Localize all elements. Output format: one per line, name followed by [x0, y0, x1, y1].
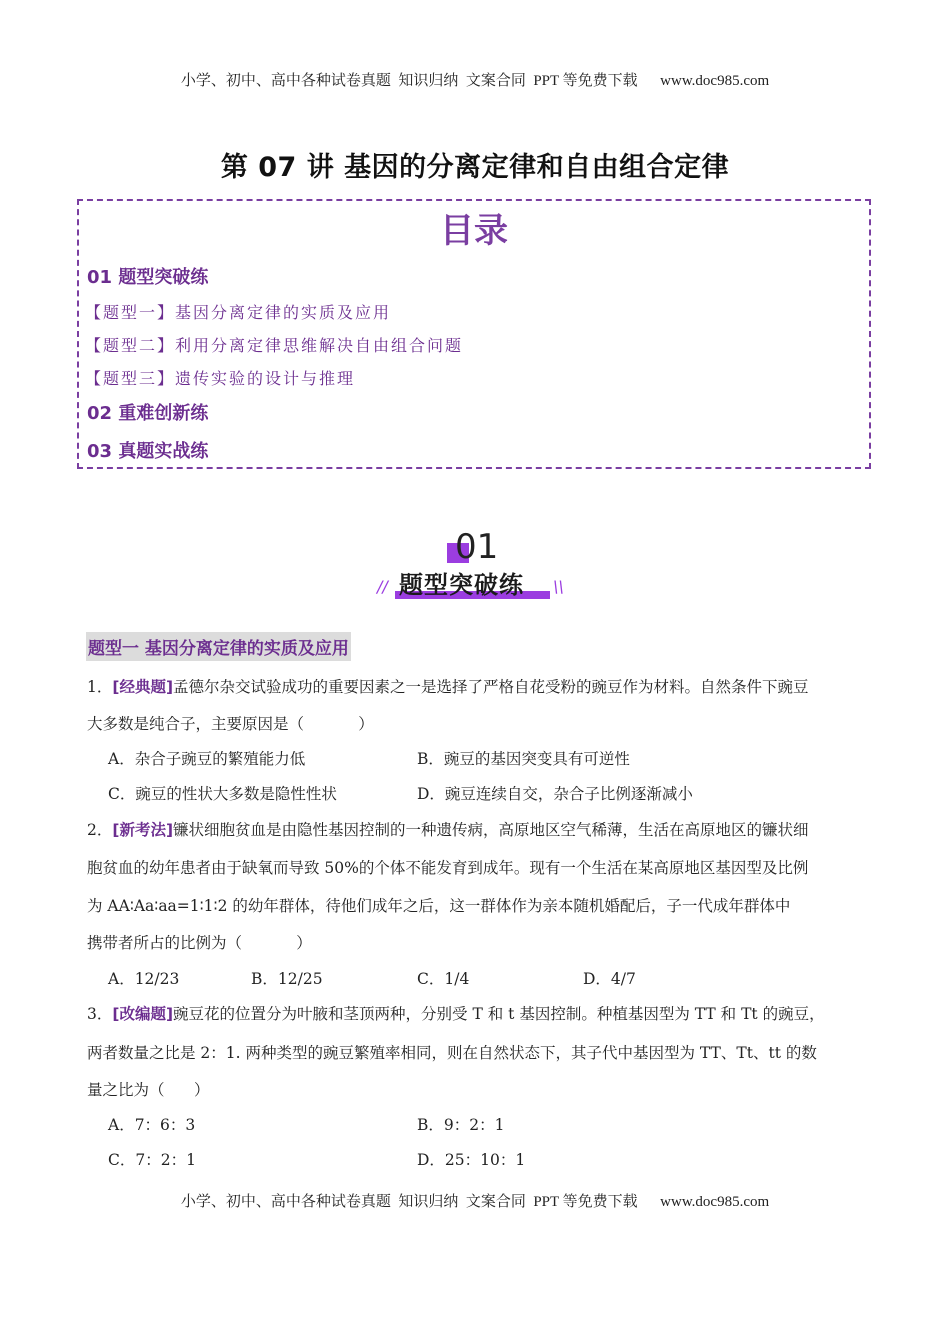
question-text-line: 大多数是纯合子，主要原因是（ ） — [87, 715, 374, 733]
option-d[interactable]: D．4/7 — [583, 970, 636, 988]
question-text: 镰状细胞贫血是由隐性基因控制的一种遗传病，高原地区空气稀薄，生活在高原地区的镰状细 — [173, 821, 809, 839]
question-number: 3． — [87, 1005, 113, 1023]
question-number: 1． — [87, 678, 113, 696]
option-c[interactable]: C．1/4 — [417, 970, 470, 988]
toc-item-section-01[interactable]: 01 题型突破练 — [87, 267, 209, 288]
page-title: 第 07 讲 基因的分离定律和自由组合定律 — [220, 152, 730, 183]
question-1 — [87, 675, 809, 697]
question-3 — [87, 1002, 825, 1024]
question-text-line: 两者数量之比是 2：1. 两种类型的豌豆繁殖率相同，则在自然状态下，其子代中基因型为 TT、Tt、tt 的数 — [87, 1044, 817, 1062]
table-of-contents — [77, 199, 871, 469]
toc-item-topic-3[interactable]: 【题型三】遗传实验的设计与推理 — [85, 369, 356, 388]
badge-label: 题型突破练 — [399, 571, 524, 599]
question-tag: [新考法] — [112, 821, 174, 839]
slash-decoration-icon: // — [377, 577, 388, 596]
footer-banner: 小学、初中、高中各种试卷真题 知识归纳 文案合同 PPT 等免费下载 www.doc985.com — [180, 1194, 770, 1210]
question-tag: [经典题] — [112, 678, 174, 696]
option-b[interactable]: B．12/25 — [251, 970, 323, 988]
question-text: 孟德尔杂交试验成功的重要因素之一是选择了严格自花受粉的豌豆作为材料。自然条件下豌豆 — [173, 678, 809, 696]
question-text-line: 携带者所占的比例为（ ） — [87, 934, 312, 952]
toc-item-topic-2[interactable]: 【题型二】利用分离定律思维解决自由组合问题 — [85, 336, 464, 355]
option-b[interactable]: B．豌豆的基因突变具有可逆性 — [417, 750, 630, 768]
section-badge — [375, 525, 575, 605]
option-b[interactable]: B．9：2：1 — [417, 1116, 505, 1134]
option-d[interactable]: D．25：10：1 — [417, 1151, 526, 1169]
option-c[interactable]: C．7：2：1 — [108, 1151, 196, 1169]
question-tag: [改编题] — [112, 1005, 174, 1023]
option-a[interactable]: A．杂合子豌豆的繁殖能力低 — [108, 750, 306, 768]
header-banner: 小学、初中、高中各种试卷真题 知识归纳 文案合同 PPT 等免费下载 www.doc985.com — [180, 73, 770, 89]
option-d[interactable]: D．豌豆连续自交，杂合子比例逐渐减小 — [417, 785, 693, 803]
question-2 — [87, 818, 809, 840]
badge-number: 01 — [455, 527, 499, 567]
question-text-line: 为 AA∶Aa∶aa=1∶1∶2 的幼年群体，待他们成年之后，这一群体作为亲本随机婚配后，子一代成年群体中 — [87, 897, 791, 915]
topic-heading: 题型一 基因分离定律的实质及应用 — [86, 632, 351, 661]
toc-item-section-02[interactable]: 02 重难创新练 — [87, 403, 209, 424]
option-c[interactable]: C．豌豆的性状大多数是隐性性状 — [108, 785, 337, 803]
option-a[interactable]: A．12/23 — [108, 970, 180, 988]
question-number: 2． — [87, 821, 113, 839]
toc-item-topic-1[interactable]: 【题型一】基因分离定律的实质及应用 — [85, 303, 392, 322]
question-text-line: 胞贫血的幼年患者由于缺氧而导致 50%的个体不能发育到成年。现有一个生活在某高原地区基因型及比例 — [87, 859, 809, 877]
backslash-decoration-icon: \\ — [553, 577, 564, 596]
toc-item-section-03[interactable]: 03 真题实战练 — [87, 441, 209, 462]
question-text: 豌豆花的位置分为叶腋和茎顶两种，分别受 T 和 t 基因控制。种植基因型为 TT 和 Tt 的豌豆， — [173, 1005, 825, 1023]
toc-heading: 目录 — [440, 211, 508, 251]
question-text-line: 量之比为（ ） — [87, 1081, 210, 1099]
option-a[interactable]: A．7：6：3 — [108, 1116, 196, 1134]
